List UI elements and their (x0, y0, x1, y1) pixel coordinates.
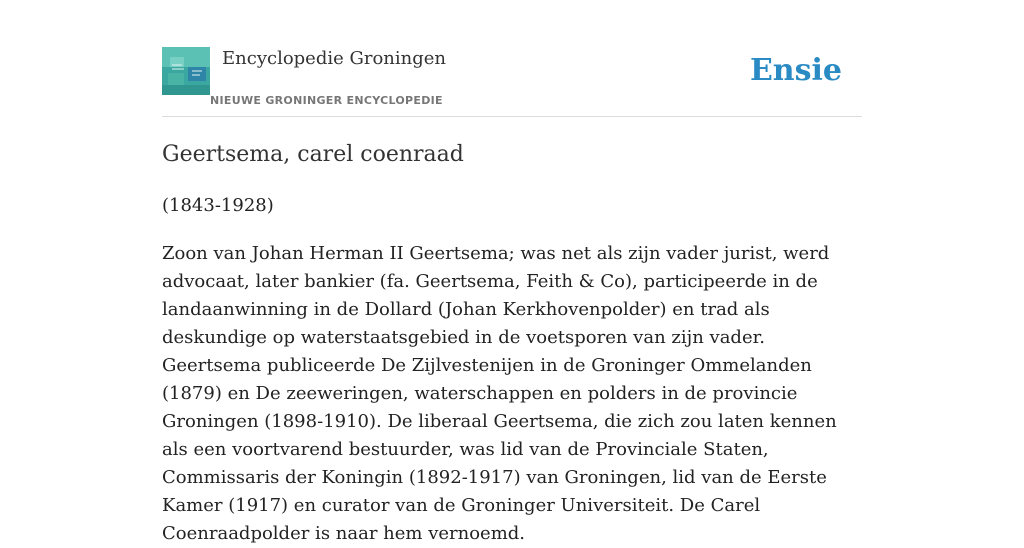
site-header (162, 46, 862, 117)
site-title[interactable]: Encyclopedie Groningen (222, 48, 447, 69)
article-years: (1843-1928) (162, 195, 274, 216)
article-title: Geertsema, carel coenraad (162, 142, 464, 167)
site-subtitle: NIEUWE GRONINGER ENCYCLOPEDIE (210, 94, 443, 107)
ensie-brand-link[interactable]: Ensie (749, 53, 842, 88)
article-body: Zoon van Johan Herman II Geertsema; was net als zijn vader jurist, werd advocaat, later bankier (fa. Geertsema, Feith & Co), participeerde in de landaanwinning in de Dollard (Johan Kerkhovenpolder) en trad als deskundige op waterstaatsgebied in de voetsporen van zijn vader. Geertsema publiceerde De Zijlvestenijen in de Groninger Ommelanden (1879) en De zeeweringen, waterschappen en polders in de provincie Groningen (1898-1910). De liberaal Geertsema, die zich zou laten kennen als een voortvarend bestuurder, was lid van de Provinciale Staten, Commissaris der Koningin (1892-1917) van Groningen, lid van de Eerste Kamer (1917) en curator van de Groninger Universiteit. De Carel Coenraadpolder is naar hem vernoemd. (162, 243, 837, 544)
encyclopedia-logo-icon[interactable] (162, 47, 210, 95)
